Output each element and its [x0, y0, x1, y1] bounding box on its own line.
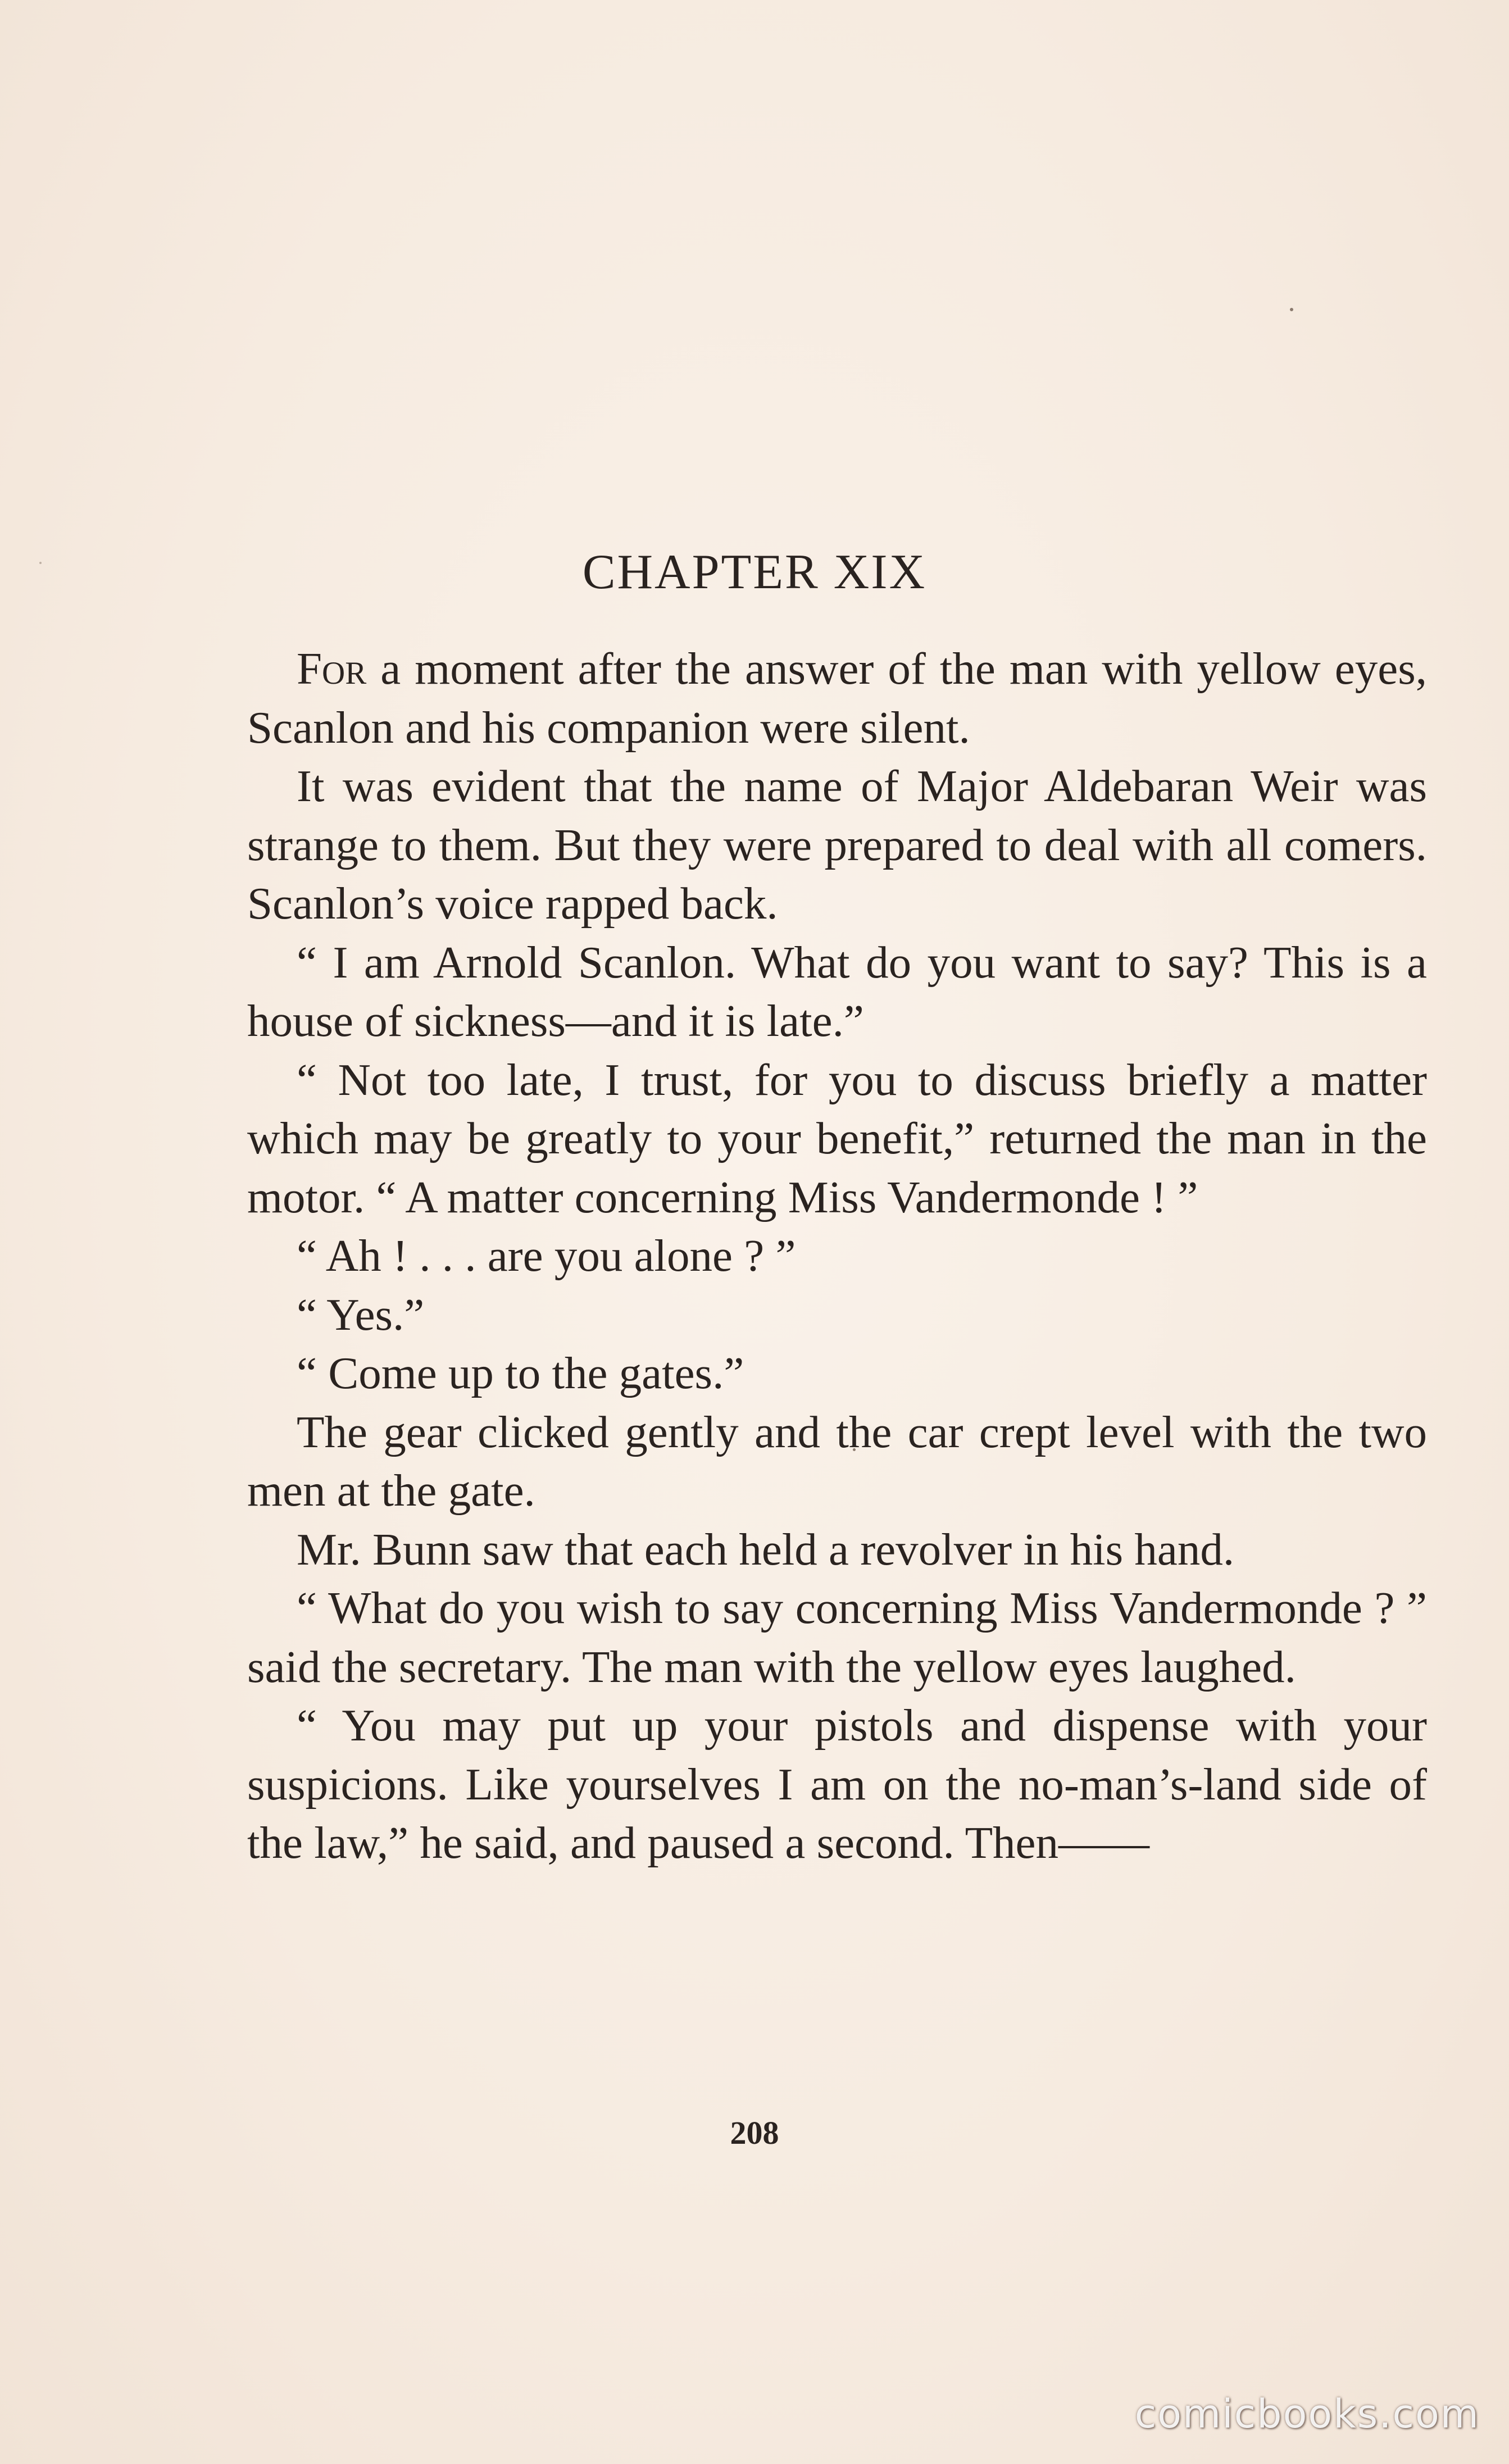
paper-speck: [1290, 308, 1293, 311]
paragraph: “ You may put up your pistols and dispense with your suspicions. Like yourselves I am on the no-man’s-land side of the law,” he said, and paused a second. Then——: [247, 1700, 1427, 1868]
paragraph: Mr. Bunn saw that each held a revolver in his hand.: [297, 1524, 1235, 1575]
paragraph: “ Ah ! . . . are you alone ? ”: [297, 1230, 796, 1281]
chapter-body: [247, 639, 1427, 1872]
paragraph: “ Yes.”: [297, 1289, 425, 1340]
paragraph-text: a moment after the answer of the man with yellow eyes, Scanlon and his companion were silent.: [247, 643, 1427, 753]
paragraph: “ What do you wish to say concerning Miss Vandermonde ? ” said the secretary. The man with the yellow eyes laughed.: [247, 1583, 1427, 1692]
paragraph: “ I am Arnold Scanlon. What do you want to say? This is a house of sickness—and it is late.”: [247, 936, 1427, 1046]
watermark: comicbooks.com: [1134, 2391, 1480, 2437]
paragraph: “ Not too late, I trust, for you to discuss briefly a matter which may be greatly to your benefit,” returned the man in the motor. “ A matter concerning Miss Vandermonde ! ”: [247, 1054, 1427, 1222]
opening-word: For: [297, 643, 367, 694]
paragraph: “ Come up to the gates.”: [297, 1348, 744, 1398]
paragraph: The gear clicked gently and the car crept level with the two men at the gate.: [247, 1406, 1427, 1516]
paragraph: [247, 639, 1427, 757]
chapter-title: CHAPTER XIX: [582, 545, 927, 599]
paragraph: It was evident that the name of Major Aldebaran Weir was strange to them. But they were prepared to deal with all comers. Scanlon’s voice rapped back.: [247, 761, 1427, 929]
page-number: 208: [730, 2115, 779, 2151]
